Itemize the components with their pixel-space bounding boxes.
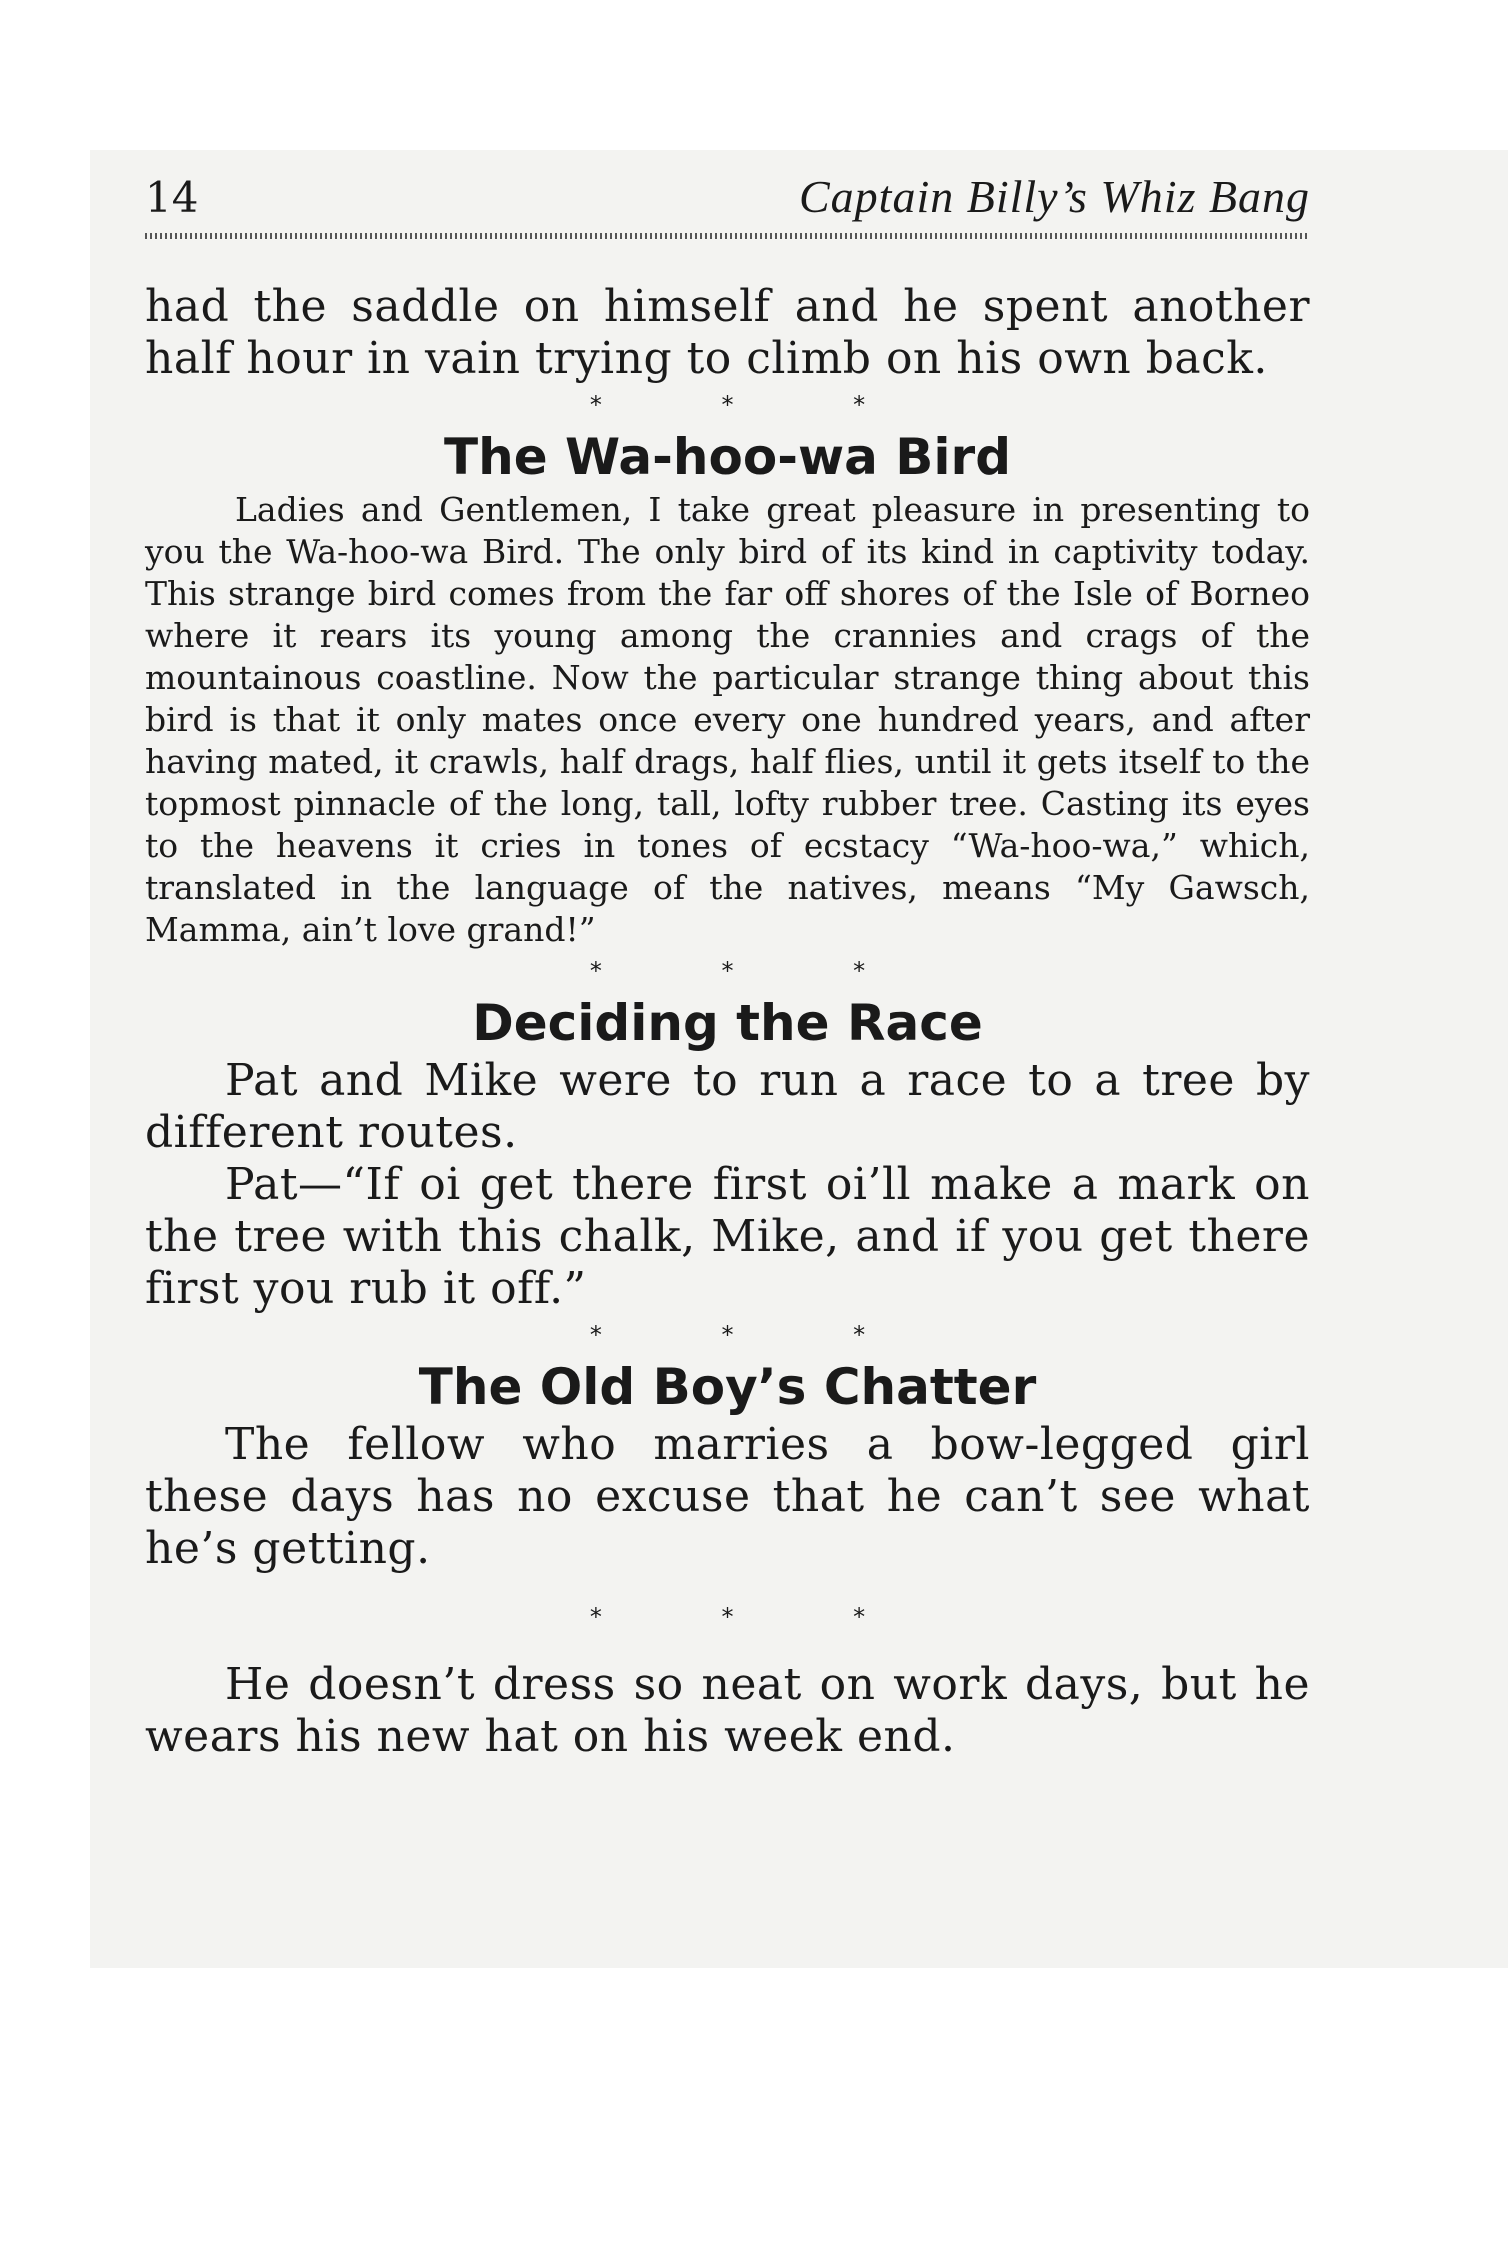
wahoowa-paragraph: Ladies and Gentlemen, I take great pleasure in presenting to you the Wa-hoo-wa Bird. The only bird of its kind in captivity today. This strange bird comes from the far off shores of the Isle of Borneo where it rears its young among the crannies and crags of the mountainous coastline. Now the particular strange thing about this bird is that it only mates once every one hundred years, and after having mated, it crawls, half drags, half flies, until it gets itself to the topmost pinnacle of the long, tall, lofty rubber tree. Casting its eyes to the heavens it cries in tones of ecstacy “Wa-hoo-wa,” which, translated in the language of the natives, means “My Gawsch, Mamma, ain’t love grand!”	[145, 490, 1310, 949]
heading-wahoowa: The Wa-hoo-wa Bird	[444, 428, 1011, 486]
chatter-paragraph-2: He doesn’t dress so neat on work days, but he wears his new hat on his week end.	[145, 1659, 1310, 1762]
page-content	[145, 150, 1310, 1763]
page-number: 14	[145, 173, 199, 222]
separator-stars: * * *	[589, 391, 922, 419]
running-title: Captain Billy’s Whiz Bang	[799, 171, 1310, 222]
separator-stars: * * *	[589, 1603, 922, 1631]
header-rule	[145, 233, 1310, 239]
chatter-paragraph-1: The fellow who marries a bow-legged girl these days has no excuse that he can’t see what he’s getting.	[145, 1419, 1310, 1574]
separator-stars: * * *	[589, 1321, 922, 1349]
running-head	[145, 150, 1310, 223]
separator-stars: * * *	[589, 957, 922, 985]
heading-race: Deciding the Race	[472, 994, 983, 1052]
heading-chatter: The Old Boy’s Chatter	[418, 1358, 1037, 1416]
intro-paragraph: had the saddle on himself and he spent another half hour in vain trying to climb on his own back.	[145, 281, 1310, 384]
race-paragraph-2: Pat—“If oi get there first oi’ll make a mark on the tree with this chalk, Mike, and if you get there first you rub it off.”	[145, 1159, 1310, 1314]
race-paragraph-1: Pat and Mike were to run a race to a tree by different routes.	[145, 1055, 1310, 1158]
